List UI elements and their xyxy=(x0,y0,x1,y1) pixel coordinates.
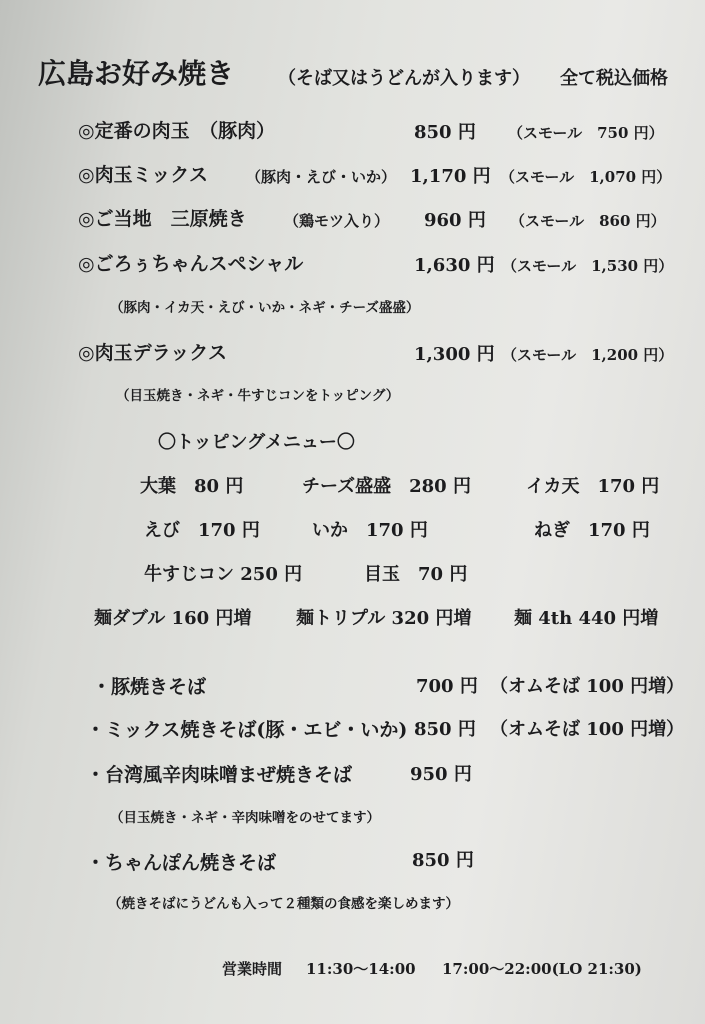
okonomiyaki-detail: （豚肉・えび・いか） xyxy=(246,168,397,186)
topping-item: 牛すじコン 250 円 xyxy=(144,564,303,585)
okonomiyaki-small-price: （スモール 1,530 円） xyxy=(502,257,674,275)
okonomiyaki-name: ◎肉玉デラックス xyxy=(78,342,228,364)
okonomiyaki-price: 1,170 円 xyxy=(410,166,491,187)
yakisoba-note: （焼きそばにうどんも入って２種類の食感を楽しめます） xyxy=(108,896,459,912)
okonomiyaki-small-price: （スモール 1,070 円） xyxy=(500,168,672,186)
okonomiyaki-name: ◎定番の肉玉 （豚肉） xyxy=(78,120,276,142)
hours-lunch: 11:30〜14:00 xyxy=(306,960,416,978)
topping-item: イカ天 170 円 xyxy=(526,476,660,497)
menu-title: 広島お好み焼き xyxy=(38,57,235,90)
noodle-extra: 麺ダブル 160 円増 xyxy=(94,608,252,629)
okonomiyaki-price: 1,630 円 xyxy=(414,255,495,276)
topping-item: いか 170 円 xyxy=(312,520,428,541)
yakisoba-name: ・ミックス焼きそば(豚・エビ・いか) xyxy=(86,719,408,741)
okonomiyaki-small-price: （スモール 750 円） xyxy=(508,124,664,142)
topping-item: チーズ盛盛 280 円 xyxy=(302,476,471,497)
yakisoba-price: 950 円 xyxy=(410,764,472,785)
okonomiyaki-small-price: （スモール 860 円） xyxy=(510,212,666,230)
topping-item: 大葉 80 円 xyxy=(140,476,244,497)
okonomiyaki-price: 960 円 xyxy=(424,210,486,231)
toppings-heading: 〇トッピングメニュー〇 xyxy=(158,432,355,453)
yakisoba-price: 850 円 xyxy=(414,719,476,740)
okonomiyaki-note: （目玉焼き・ネギ・牛すじコンをトッピング） xyxy=(116,388,400,404)
hours-label: 営業時間 xyxy=(222,960,283,978)
okonomiyaki-price: 1,300 円 xyxy=(414,344,495,365)
yakisoba-extra: （オムそば 100 円増） xyxy=(490,676,685,697)
menu-subtitle: （そば又はうどんが入ります） xyxy=(278,68,530,89)
topping-item: えび 170 円 xyxy=(144,520,260,541)
yakisoba-extra: （オムそば 100 円増） xyxy=(490,719,685,740)
yakisoba-name: ・豚焼きそば xyxy=(92,676,207,698)
okonomiyaki-note: （豚肉・イカ天・えび・いか・ネギ・チーズ盛盛） xyxy=(110,300,420,316)
okonomiyaki-name: ◎ご当地 三原焼き xyxy=(78,208,247,230)
yakisoba-name: ・ちゃんぽん焼きそば xyxy=(86,852,277,874)
okonomiyaki-name: ◎ごろぅちゃんスペシャル xyxy=(78,253,304,275)
tax-note: 全て税込価格 xyxy=(560,68,668,89)
yakisoba-note: （目玉焼き・ネギ・辛肉味噌をのせてます） xyxy=(110,810,380,826)
noodle-extra: 麺 4th 440 円増 xyxy=(514,608,659,629)
yakisoba-price: 850 円 xyxy=(412,850,474,871)
okonomiyaki-small-price: （スモール 1,200 円） xyxy=(502,346,674,364)
yakisoba-name: ・台湾風辛肉味噌まぜ焼きそば xyxy=(86,764,353,786)
topping-item: 目玉 70 円 xyxy=(364,564,468,585)
okonomiyaki-name: ◎肉玉ミックス xyxy=(78,164,209,186)
topping-item: ねぎ 170 円 xyxy=(534,520,650,541)
okonomiyaki-price: 850 円 xyxy=(414,122,476,143)
hours-dinner: 17:00〜22:00(LO 21:30) xyxy=(442,960,642,978)
okonomiyaki-detail: （鶏モツ入り） xyxy=(284,212,390,230)
yakisoba-price: 700 円 xyxy=(416,676,478,697)
noodle-extra: 麺トリプル 320 円増 xyxy=(296,608,472,629)
